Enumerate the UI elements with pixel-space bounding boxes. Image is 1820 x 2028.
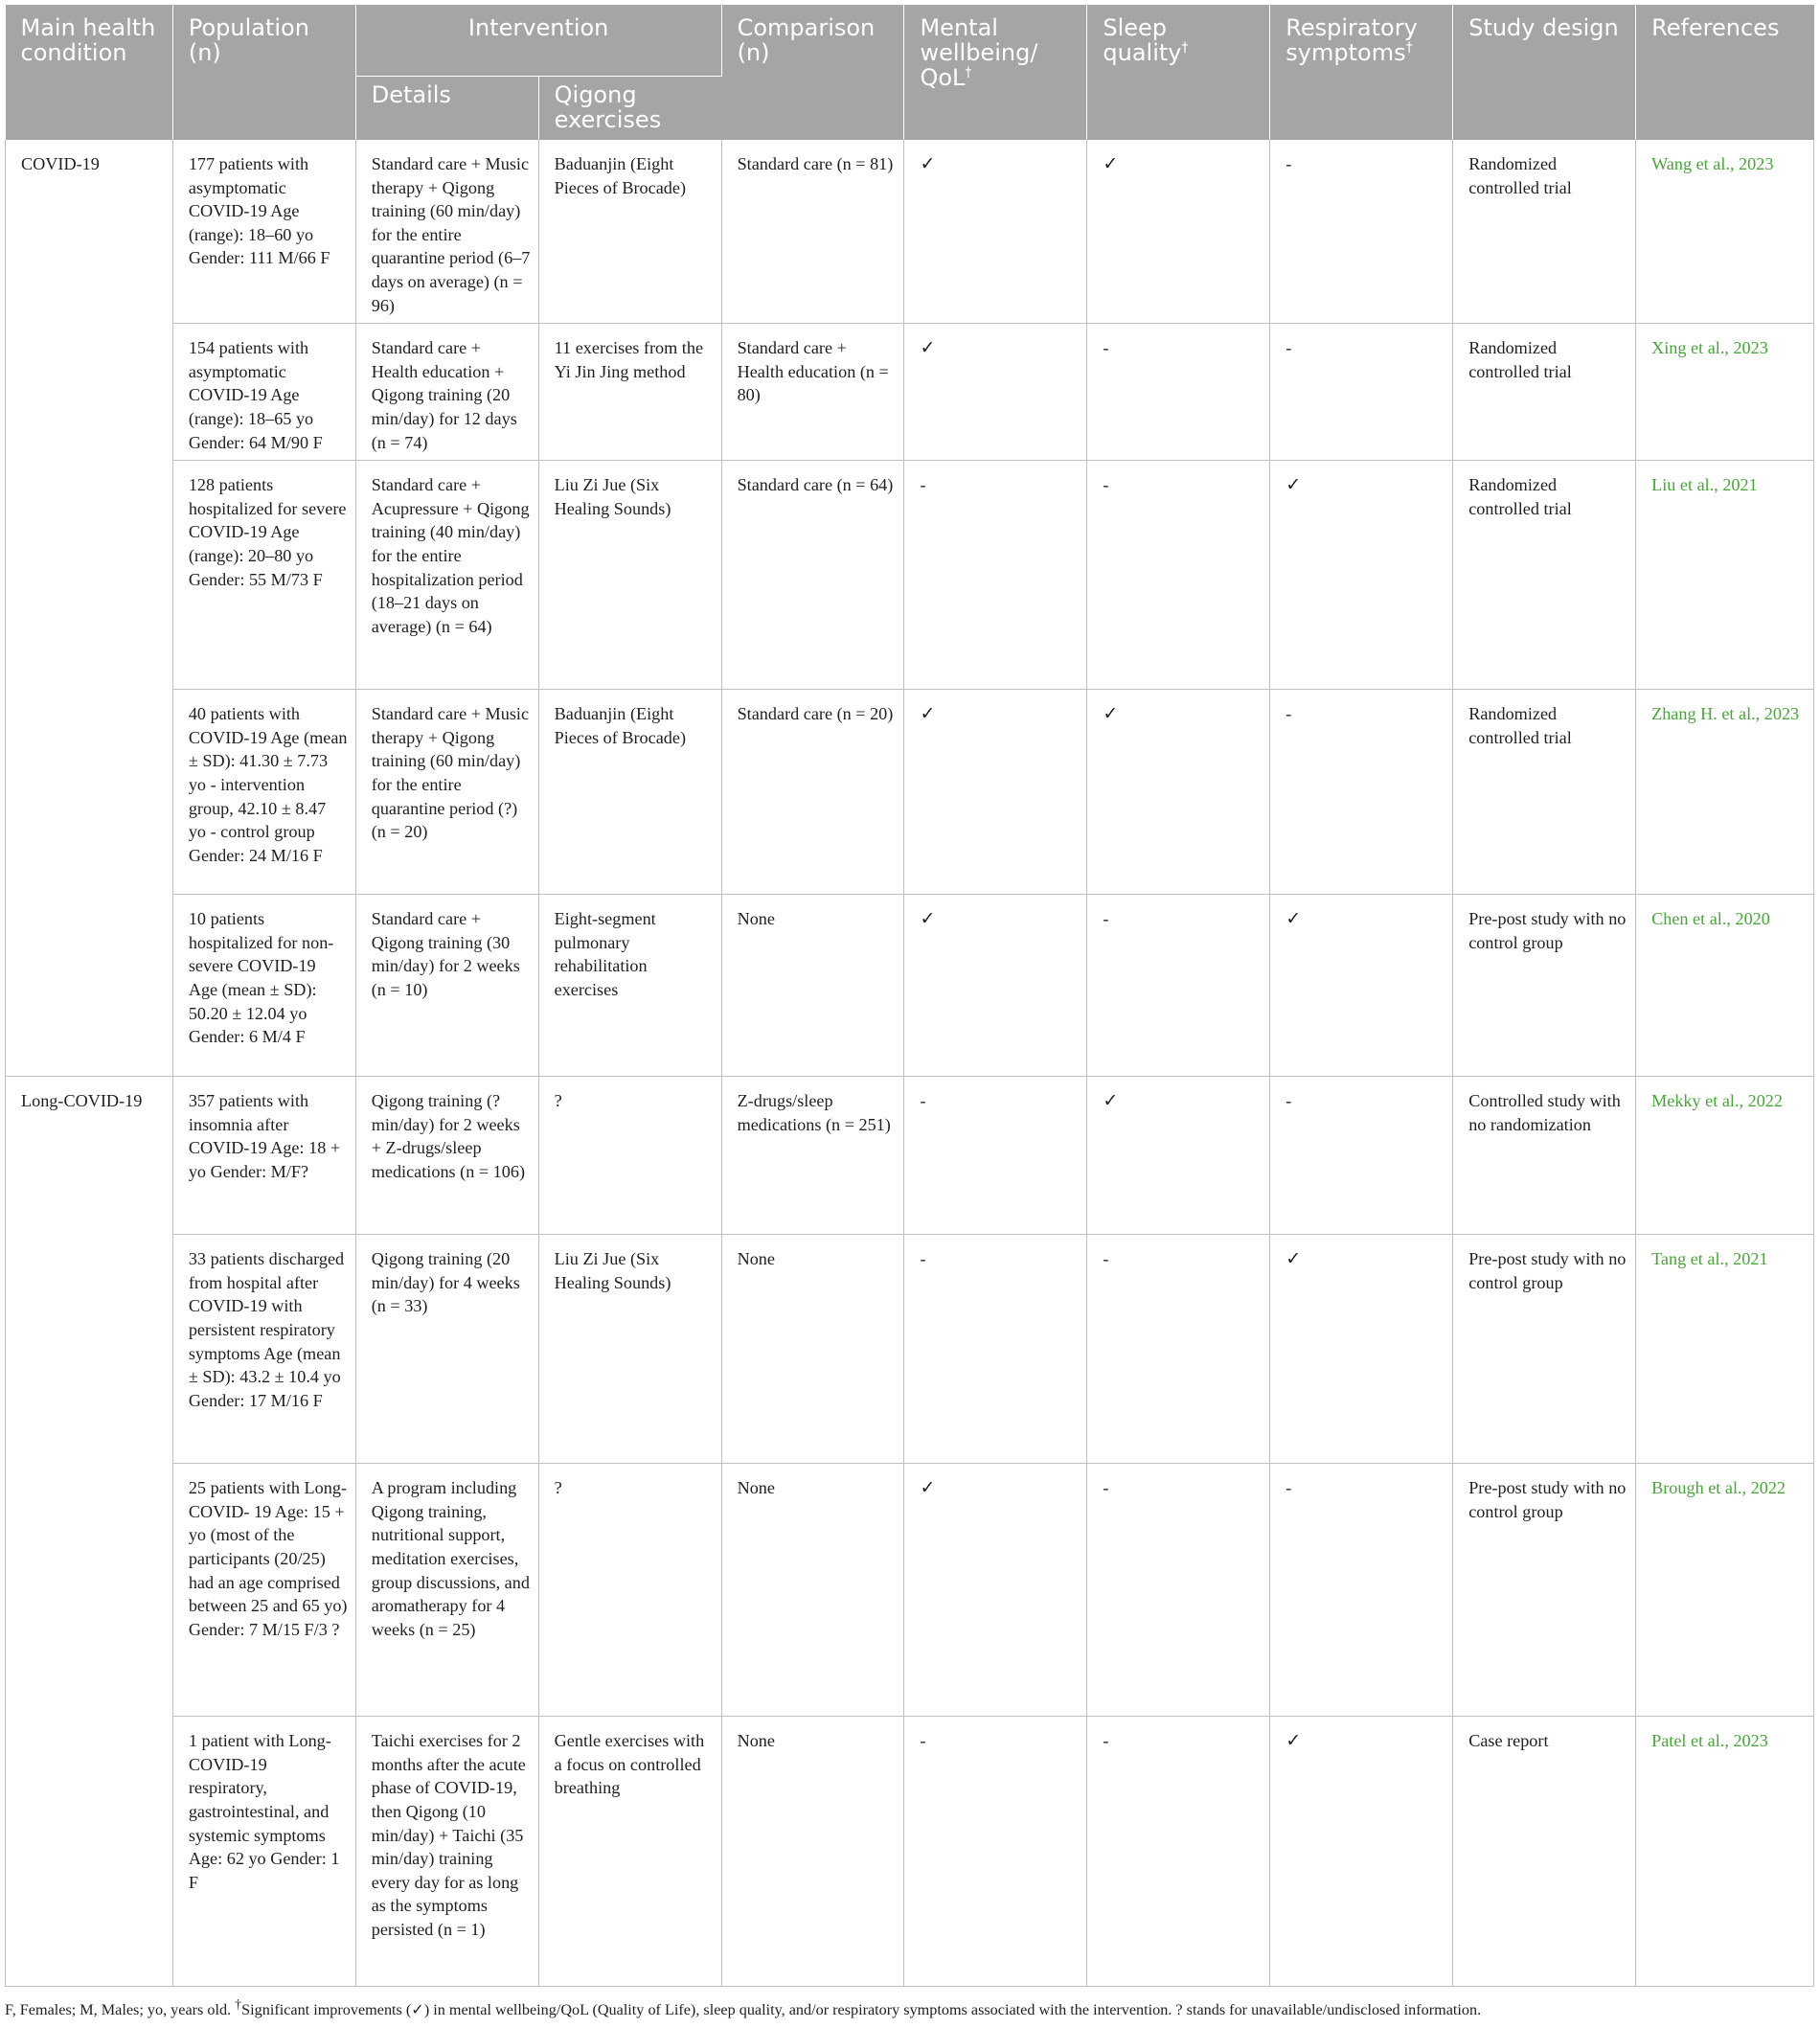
header-study-design-label: Study design (1468, 14, 1619, 41)
sleep-quality-cell: ✓ (1087, 690, 1270, 895)
header-qigong-exercises (538, 76, 721, 140)
sleep-quality-cell: - (1087, 1464, 1270, 1717)
qigong-cell: Liu Zi Jue (Six Healing Sounds) (538, 461, 721, 690)
table-row (6, 1464, 1814, 1717)
comparison-cell: Standard care (n = 64) (721, 461, 904, 690)
population-cell: 128 patients hospitalized for severe COVID-19 Age (range): 20–80 yo Gender: 55 M/73 F (172, 461, 355, 690)
dagger-mark: † (1405, 40, 1413, 56)
table-body (6, 140, 1814, 1987)
mental-wellbeing-cell: - (904, 1235, 1087, 1464)
reference-link[interactable]: Wang et al., 2023 (1636, 140, 1814, 324)
details-cell: A program including Qigong training, nutritional support, meditation exercises, group discussions, and aromatherapy for 4 weeks (n = 25) (355, 1464, 538, 1717)
header-comparison (721, 5, 904, 140)
header-mental-wellbeing-label: Mental wellbeing/ QoL (920, 14, 1038, 91)
comparison-cell: Z-drugs/sleep medications (n = 251) (721, 1077, 904, 1235)
table-row (6, 324, 1814, 461)
comparison-cell: None (721, 1235, 904, 1464)
study-design-cell: Pre-post study with no control group (1453, 1235, 1636, 1464)
qigong-cell: Liu Zi Jue (Six Healing Sounds) (538, 1235, 721, 1464)
details-cell: Standard care + Music therapy + Qigong training (60 min/day) for the entire quarantine period (6–7 days on average) (n = 96) (355, 140, 538, 324)
population-cell: 177 patients with asymptomatic COVID-19 Age (range): 18–60 yo Gender: 111 M/66 F (172, 140, 355, 324)
qigong-cell: ? (538, 1464, 721, 1717)
header-details-label: Details (371, 80, 451, 108)
reference-link[interactable]: Brough et al., 2022 (1636, 1464, 1814, 1717)
population-cell: 10 patients hospitalized for non- severe COVID-19 Age (mean ± SD): 50.20 ± 12.04 yo Gender: 6 M/4 F (172, 895, 355, 1077)
respiratory-cell: - (1270, 1464, 1453, 1717)
header-population-label: Population (n) (188, 14, 309, 66)
population-cell: 154 patients with asymptomatic COVID-19 Age (range): 18–65 yo Gender: 64 M/90 F (172, 324, 355, 461)
header-population (172, 5, 355, 140)
qigong-studies-table (5, 5, 1814, 1987)
study-design-cell: Pre-post study with no control group (1453, 1464, 1636, 1717)
condition-cell: Long-COVID-19 (6, 1077, 173, 1987)
respiratory-cell: ✓ (1270, 1717, 1453, 1987)
table-header (6, 5, 1814, 140)
header-main-health-condition (6, 5, 173, 140)
header-references-label: References (1651, 14, 1780, 41)
reference-link[interactable]: Xing et al., 2023 (1636, 324, 1814, 461)
respiratory-cell: - (1270, 690, 1453, 895)
mental-wellbeing-cell: ✓ (904, 140, 1087, 324)
header-respiratory-symptoms (1270, 5, 1453, 140)
sleep-quality-cell: ✓ (1087, 140, 1270, 324)
table-row (6, 1235, 1814, 1464)
mental-wellbeing-cell: - (904, 1717, 1087, 1987)
sleep-quality-cell: - (1087, 895, 1270, 1077)
respiratory-cell: ✓ (1270, 1235, 1453, 1464)
respiratory-cell: - (1270, 1077, 1453, 1235)
reference-link[interactable]: Mekky et al., 2022 (1636, 1077, 1814, 1235)
mental-wellbeing-cell: ✓ (904, 324, 1087, 461)
header-main-health-condition-label: Main health condition (20, 14, 156, 66)
header-intervention (355, 5, 721, 76)
reference-link[interactable]: Tang et al., 2021 (1636, 1235, 1814, 1464)
condition-cell: COVID-19 (6, 140, 173, 1077)
mental-wellbeing-cell: - (904, 461, 1087, 690)
mental-wellbeing-cell: ✓ (904, 895, 1087, 1077)
qigong-studies-table-container (5, 5, 1814, 1987)
table-row (6, 895, 1814, 1077)
qigong-cell: ? (538, 1077, 721, 1235)
table-footnote (5, 1999, 1814, 2020)
footnote-abbreviations: F, Females; M, Males; yo, years old. (5, 2001, 236, 2018)
population-cell: 25 patients with Long-COVID- 19 Age: 15 + yo (most of the participants (20/25) had an age comprised between 25 and 65 yo) Gender: 7 M/15 F/3 ? (172, 1464, 355, 1717)
header-respiratory-symptoms-label: Respiratory symptoms (1285, 14, 1418, 66)
table-row (6, 1717, 1814, 1987)
population-cell: 40 patients with COVID-19 Age (mean ± SD): 41.30 ± 7.73 yo - intervention group, 42.10 ± 8.47 yo - control group Gender: 24 M/16 F (172, 690, 355, 895)
footnote-significance-note: Significant improvements (✓) in mental wellbeing/QoL (Quality of Life), sleep quality, and/or respiratory symptoms associated with the intervention. ? stands for unavailable/undisclosed information. (241, 2001, 1482, 2018)
study-design-cell: Case report (1453, 1717, 1636, 1987)
population-cell: 357 patients with insomnia after COVID-19 Age: 18 + yo Gender: M/F? (172, 1077, 355, 1235)
footnote-dagger-mark: † (235, 1997, 242, 2013)
reference-link[interactable]: Zhang H. et al., 2023 (1636, 690, 1814, 895)
table-row (6, 140, 1814, 324)
header-references (1636, 5, 1814, 140)
comparison-cell: Standard care (n = 81) (721, 140, 904, 324)
study-design-cell: Randomized controlled trial (1453, 461, 1636, 690)
respiratory-cell: ✓ (1270, 895, 1453, 1077)
header-mental-wellbeing (904, 5, 1087, 140)
details-cell: Standard care + Music therapy + Qigong training (60 min/day) for the entire quarantine period (?) (n = 20) (355, 690, 538, 895)
comparison-cell: None (721, 1464, 904, 1717)
study-design-cell: Controlled study with no randomization (1453, 1077, 1636, 1235)
header-study-design (1453, 5, 1636, 140)
study-design-cell: Randomized controlled trial (1453, 324, 1636, 461)
details-cell: Taichi exercises for 2 months after the acute phase of COVID-19, then Qigong (10 min/day) + Taichi (35 min/day) training every day for as long as the symptoms persisted (n = 1) (355, 1717, 538, 1987)
comparison-cell: None (721, 1717, 904, 1987)
respiratory-cell: - (1270, 324, 1453, 461)
mental-wellbeing-cell: - (904, 1077, 1087, 1235)
qigong-cell: Gentle exercises with a focus on controlled breathing (538, 1717, 721, 1987)
table-row (6, 461, 1814, 690)
comparison-cell: Standard care + Health education (n = 80) (721, 324, 904, 461)
details-cell: Standard care + Health education + Qigong training (20 min/day) for 12 days (n = 74) (355, 324, 538, 461)
qigong-cell: Baduanjin (Eight Pieces of Brocade) (538, 140, 721, 324)
study-design-cell: Randomized controlled trial (1453, 140, 1636, 324)
study-design-cell: Pre-post study with no control group (1453, 895, 1636, 1077)
reference-link[interactable]: Chen et al., 2020 (1636, 895, 1814, 1077)
header-qigong-exercises-label: Qigong exercises (554, 80, 662, 133)
header-sleep-quality-label: Sleep quality (1103, 14, 1182, 66)
details-cell: Standard care + Qigong training (30 min/day) for 2 weeks (n = 10) (355, 895, 538, 1077)
dagger-mark: † (965, 65, 972, 80)
sleep-quality-cell: ✓ (1087, 1077, 1270, 1235)
table-row (6, 690, 1814, 895)
qigong-cell: Baduanjin (Eight Pieces of Brocade) (538, 690, 721, 895)
details-cell: Standard care + Acupressure + Qigong training (40 min/day) for the entire hospitalization period (18–21 days on average) (n = 64) (355, 461, 538, 690)
mental-wellbeing-cell: ✓ (904, 1464, 1087, 1717)
header-sleep-quality (1087, 5, 1270, 140)
respiratory-cell: - (1270, 140, 1453, 324)
table-row (6, 1077, 1814, 1235)
qigong-cell: 11 exercises from the Yi Jin Jing method (538, 324, 721, 461)
respiratory-cell: ✓ (1270, 461, 1453, 690)
comparison-cell: None (721, 895, 904, 1077)
study-design-cell: Randomized controlled trial (1453, 690, 1636, 895)
population-cell: 33 patients discharged from hospital after COVID-19 with persistent respiratory symptoms Age (mean ± SD): 43.2 ± 10.4 yo Gender: 17 M/16 F (172, 1235, 355, 1464)
details-cell: Qigong training (20 min/day) for 4 weeks (n = 33) (355, 1235, 538, 1464)
comparison-cell: Standard care (n = 20) (721, 690, 904, 895)
sleep-quality-cell: - (1087, 1717, 1270, 1987)
sleep-quality-cell: - (1087, 324, 1270, 461)
header-details (355, 76, 538, 140)
details-cell: Qigong training (? min/day) for 2 weeks + Z-drugs/sleep medications (n = 106) (355, 1077, 538, 1235)
population-cell: 1 patient with Long-COVID-19 respiratory, gastrointestinal, and systemic symptoms Age: 62 yo Gender: 1 F (172, 1717, 355, 1987)
header-comparison-label: Comparison (n) (737, 14, 876, 66)
mental-wellbeing-cell: ✓ (904, 690, 1087, 895)
reference-link[interactable]: Liu et al., 2021 (1636, 461, 1814, 690)
qigong-cell: Eight-segment pulmonary rehabilitation exercises (538, 895, 721, 1077)
reference-link[interactable]: Patel et al., 2023 (1636, 1717, 1814, 1987)
sleep-quality-cell: - (1087, 1235, 1270, 1464)
sleep-quality-cell: - (1087, 461, 1270, 690)
dagger-mark: † (1181, 40, 1189, 56)
header-intervention-label: Intervention (467, 14, 609, 41)
